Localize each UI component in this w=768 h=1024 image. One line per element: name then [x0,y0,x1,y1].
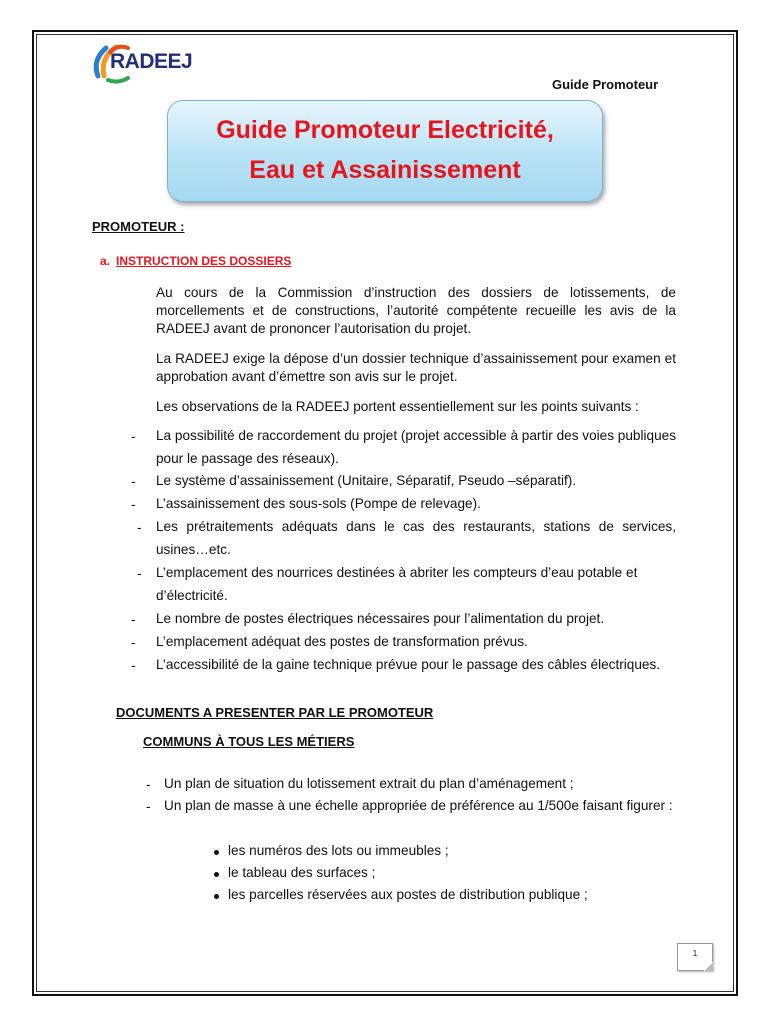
title-line-2: Eau et Assainissement [249,156,521,184]
dash-bullet: - [146,777,151,792]
observation-point: Le nombre de postes électriques nécessaires pour l’alimentation du projet. [156,611,605,626]
dash-bullet: - [137,520,142,535]
subsection-a-heading [100,254,291,268]
observation-point: L’accessibilité de la gaine technique prévue pour le passage des câbles électriques. [156,657,661,672]
document-item: Un plan de situation du lotissement extrait du plan d’aménagement ; [164,776,574,791]
dash-bullet: - [131,497,136,512]
document-item: Un plan de masse à une échelle appropriée de préférence au 1/500e faisant figurer : [164,798,673,813]
bullet-dot [214,872,219,877]
document-header-label: Guide Promoteur [552,77,659,92]
dash-bullet: - [131,429,136,444]
common-heading: COMMUNS À TOUS LES MÉTIERS [143,734,355,749]
observation-point: La possibilité de raccordement du projet (projet accessible à partir des voies publiques pour le passage des réseaux). [156,428,676,466]
page-number: 1 [692,949,698,958]
documents-heading: DOCUMENTS A PRESENTER PAR LE PROMOTEUR [116,705,434,720]
plan-content-item: les numéros des lots ou immeubles ; [228,843,449,858]
bullet-dot [214,850,219,855]
plan-content-item: les parcelles réservées aux postes de distribution publique ; [228,887,588,902]
dash-bullet: - [131,635,136,650]
observation-point: L’emplacement adéquat des postes de transformation prévus. [156,634,528,649]
dash-bullet: - [131,658,136,673]
observation-point: L’emplacement des nourrices destinées à abriter les compteurs d’eau potable et d’électricité. [156,565,638,603]
paragraph-2: La RADEEJ exige la dépose d’un dossier technique d’assainissement pour examen et approbation avant d’émettre son avis sur le projet. [156,351,676,384]
subsection-label: INSTRUCTION DES DOSSIERS [116,254,292,268]
observation-point: Le système d’assainissement (Unitaire, Séparatif, Pseudo –séparatif). [156,473,577,488]
observation-point: L’assainissement des sous-sols (Pompe de relevage). [156,496,481,511]
paragraph-1: Au cours de la Commission d’instruction des dossiers de lotissements, de morcellements et de constructions, l’autorité compétente recueille les avis de la RADEEJ avant de prononcer l’autorisation du projet. [156,285,676,336]
logo-text: RADEEJ [110,50,193,73]
dash-bullet: - [137,566,142,581]
page-fold-icon [704,962,713,971]
promoteur-heading: PROMOTEUR : [92,219,185,234]
dash-bullet: - [131,612,136,627]
dash-bullet: - [146,799,151,814]
title-box [167,100,603,202]
title-line-1: Guide Promoteur Electricité, [216,116,554,144]
observation-point: Les prétraitements adéquats dans le cas des restaurants, stations de services, usines…etc. [156,519,676,557]
dash-bullet: - [131,474,136,489]
subsection-marker: a. [100,254,111,268]
bullet-dot [214,894,219,899]
page-number-box [677,943,713,971]
plan-content-item: le tableau des surfaces ; [228,865,376,880]
paragraph-3: Les observations de la RADEEJ portent essentiellement sur les points suivants : [156,399,639,414]
